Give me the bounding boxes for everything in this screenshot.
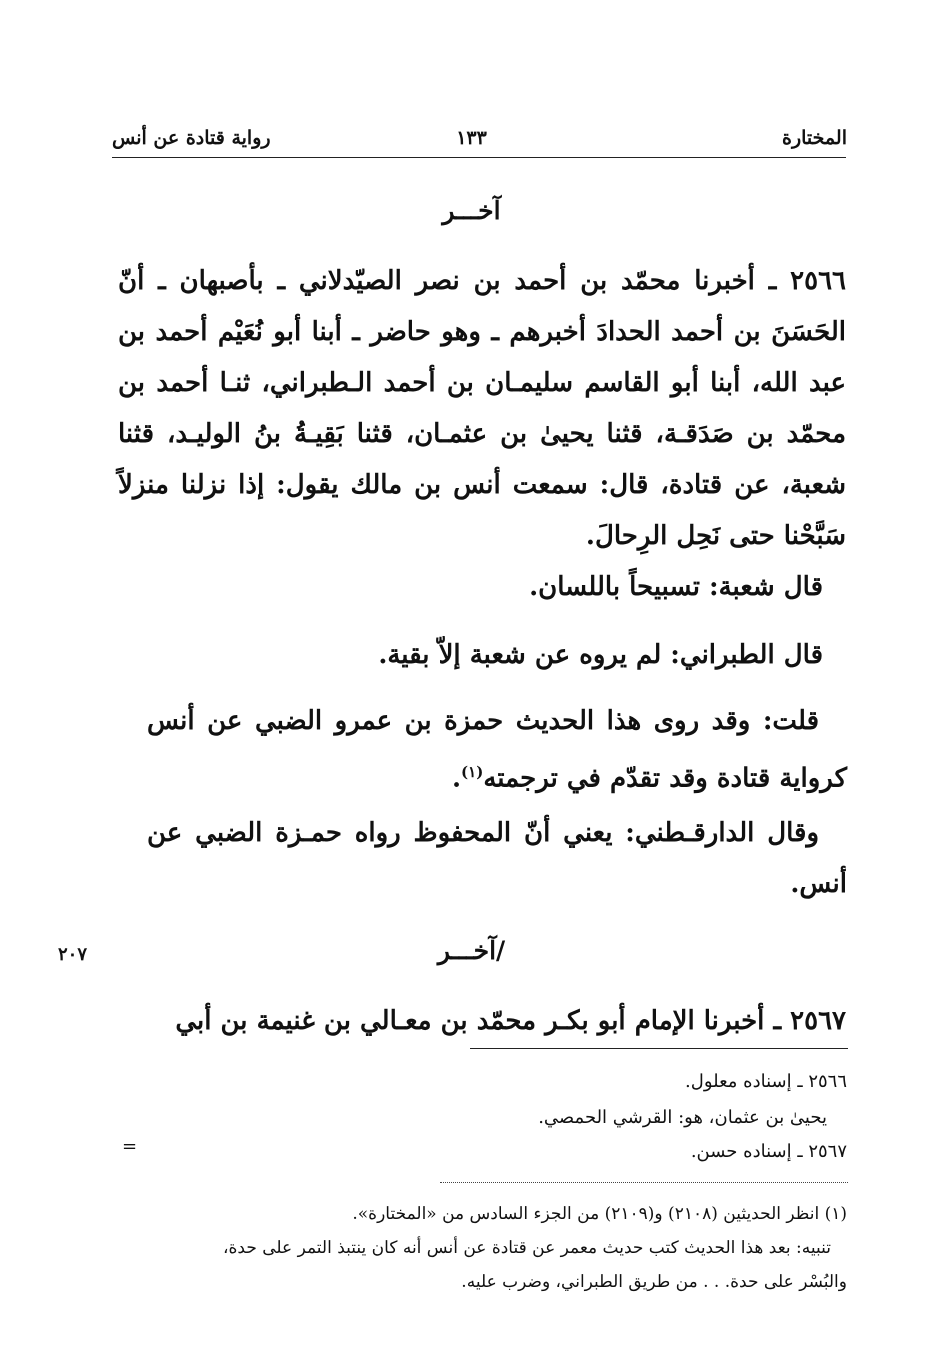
tabarani-comment: قال الطبراني: لم يروه عن شعبة إلاّ بقية. <box>378 640 823 670</box>
header-rule <box>112 157 846 158</box>
daraqutni-comment: وقال الدارقـطني: يعني أنّ المحفوظ رواه حمـزة الضبي عن أنس. <box>147 818 847 899</box>
author-comment-text: قلت: وقد روى هذا الحديث حمزة بن عمرو الضبي عن أنس كرواية قتادة وقد تقدّم في ترجمته <box>147 706 847 794</box>
hadith-opening: ـ أخبرنا الإمام أبو بكـر محمّد بن معـالي بن غنيمة بن أبي <box>175 1006 782 1036</box>
header-chapter-title: رواية قتادة عن أنس <box>112 127 271 149</box>
footnote-text: انظر الحديثين (٢١٠٨) و(٢١٠٩) من الجزء السادس من «المختارة». <box>352 1204 820 1224</box>
section-heading: آخـــر <box>442 196 501 225</box>
header-book-title: المختارة <box>782 127 847 149</box>
header-page-number: ١٣٣ <box>456 127 487 149</box>
takhrij-note: ٢٥٦٦ ـ إسناده معلول. <box>685 1071 847 1092</box>
hadith-text: ـ أخبرنا محمّد بن أحمد بن نصر الصيّدلاني ـ بأصبهان ـ أنّ الحَسَنَ بن أحمد الحدادَ أخبرهم ـ وهو حاضر ـ أبنا أبو نُعَيْم أحمد بن عبد الله، أبنا أبو القاسم سليمـان بن أحمد الـطبراني، ثنـا أحمد بن محمّد بن صَدَقـة، قثنا يحيىٰ بن عثمـان، قثنا بَقِيـةُ بنُ الوليـد، قثنا شعبة، عن قتادة، قال: سمعت أنس بن مالك يقول: إذا نزلنا منزلاً سَبَّحْنا حتى نَحِل الرِحالَ. <box>118 266 846 551</box>
footnote-rule <box>470 1048 848 1049</box>
hadith-paragraph <box>118 256 846 562</box>
takhrij-note: يحيىٰ بن عثمان، هو: القرشي الحمصي. <box>538 1107 827 1128</box>
margin-page-number: ٢٠٧ <box>58 944 88 965</box>
footnote-marker: (١) <box>824 1204 847 1224</box>
dotted-separator <box>440 1182 848 1183</box>
footnote-1 <box>107 1200 847 1229</box>
shuba-comment: قال شعبة: تسبيحاً باللسان. <box>529 572 823 602</box>
footnote-ref: (١) <box>461 763 484 781</box>
takhrij-note: ٢٥٦٧ ـ إسناده حسن. <box>690 1141 847 1162</box>
hadith-number: ٢٥٦٦ <box>790 266 847 296</box>
hadith-number-2: ٢٥٦٧ <box>790 1006 846 1036</box>
hadith-paragraph-2 <box>118 996 846 1047</box>
continuation-mark: = <box>122 1136 138 1157</box>
section-heading-2: /آخـــر <box>437 936 506 965</box>
author-comment: قلت: وقد روى هذا الحديث حمزة بن عمرو الضبي عن أنس كرواية قتادة وقد تقدّم في ترجمته$^{(١)}$. <box>147 706 847 794</box>
tanbih-note-line: تنبيه: بعد هذا الحديث كتب حديث معمر عن قتادة عن أنس أنه كان ينتبذ التمر على حدة، <box>223 1238 831 1258</box>
tanbih-note-line: والبُسْر على حدة. . . من طريق الطبراني، وضرب عليه. <box>461 1272 847 1292</box>
